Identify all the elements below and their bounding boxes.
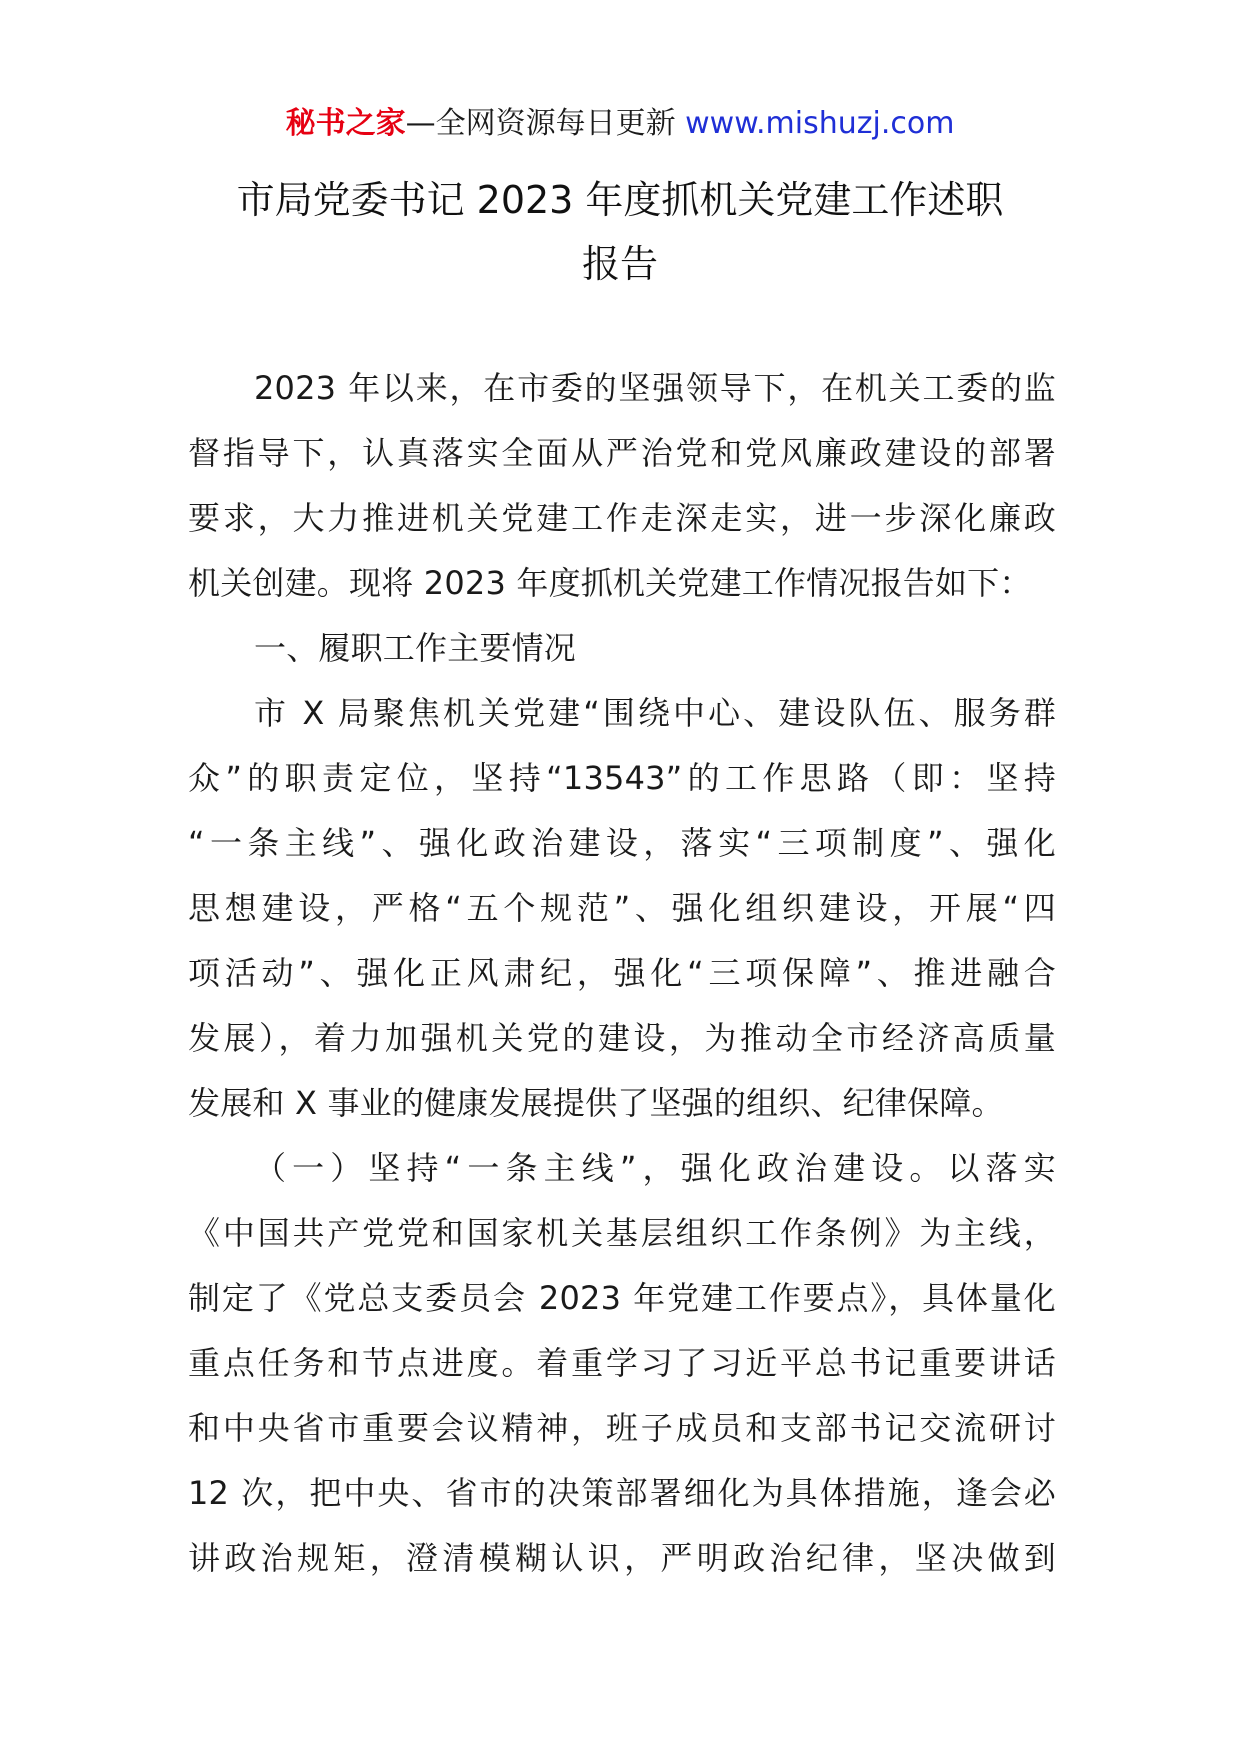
title-line-2: 报告 xyxy=(581,242,658,286)
body-line: 重点任务和节点进度。着重学习了习近平总书记重要讲话 xyxy=(188,1344,1056,1382)
body-line: “一条主线”、强化政治建设，落实“三项制度”、强化 xyxy=(188,824,1056,862)
document-title xyxy=(200,168,1040,296)
body-line: 《中国共产党党和国家机关基层组织工作条例》为主线， xyxy=(188,1214,1056,1252)
title-line-1: 市局党委书记 2023 年度抓机关党建工作述职 xyxy=(236,178,1004,222)
document-body xyxy=(188,356,1056,1591)
body-line: 发展），着力加强机关党的建设，为推动全市经济高质量 xyxy=(188,1019,1056,1057)
body-line: 发展和 X 事业的健康发展提供了坚强的组织、纪律保障。 xyxy=(188,1084,1004,1122)
body-line: 市 X 局聚焦机关党建“围绕中心、建设队伍、服务群 xyxy=(254,694,1056,732)
section-heading: 一、履职工作主要情况 xyxy=(254,629,577,667)
body-line: 众”的职责定位，坚持“13543”的工作思路（即：坚持 xyxy=(188,759,1056,797)
site-url-link[interactable]: www.mishuzj.com xyxy=(685,106,955,141)
body-line: 机关创建。现将 2023 年度抓机关党建工作情况报告如下： xyxy=(188,564,1032,602)
header-tagline: —全网资源每日更新 xyxy=(405,106,686,141)
subsection-line: （一）坚持“一条主线”，强化政治建设。以落实 xyxy=(254,1149,1056,1187)
body-line: 要求，大力推进机关党建工作走深走实，进一步深化廉政 xyxy=(188,499,1056,537)
body-line: 项活动”、强化正风肃纪，强化“三项保障”、推进融合 xyxy=(188,954,1056,992)
brand-name: 秘书之家 xyxy=(285,106,406,141)
body-line: 讲政治规矩，澄清模糊认识，严明政治纪律，坚决做到 xyxy=(188,1539,1056,1577)
watermark-header xyxy=(0,104,1240,144)
body-line: 2023 年以来，在市委的坚强领导下，在机关工委的监 xyxy=(254,369,1056,407)
body-line: 12 次，把中央、省市的决策部署细化为具体措施，逢会必 xyxy=(188,1474,1056,1512)
body-line: 督指导下，认真落实全面从严治党和党风廉政建设的部署 xyxy=(188,434,1056,472)
body-line: 制定了《党总支委员会 2023 年党建工作要点》，具体量化 xyxy=(188,1279,1056,1317)
body-line: 思想建设，严格“五个规范”、强化组织建设，开展“四 xyxy=(188,889,1056,927)
body-line: 和中央省市重要会议精神，班子成员和支部书记交流研讨 xyxy=(188,1409,1056,1447)
